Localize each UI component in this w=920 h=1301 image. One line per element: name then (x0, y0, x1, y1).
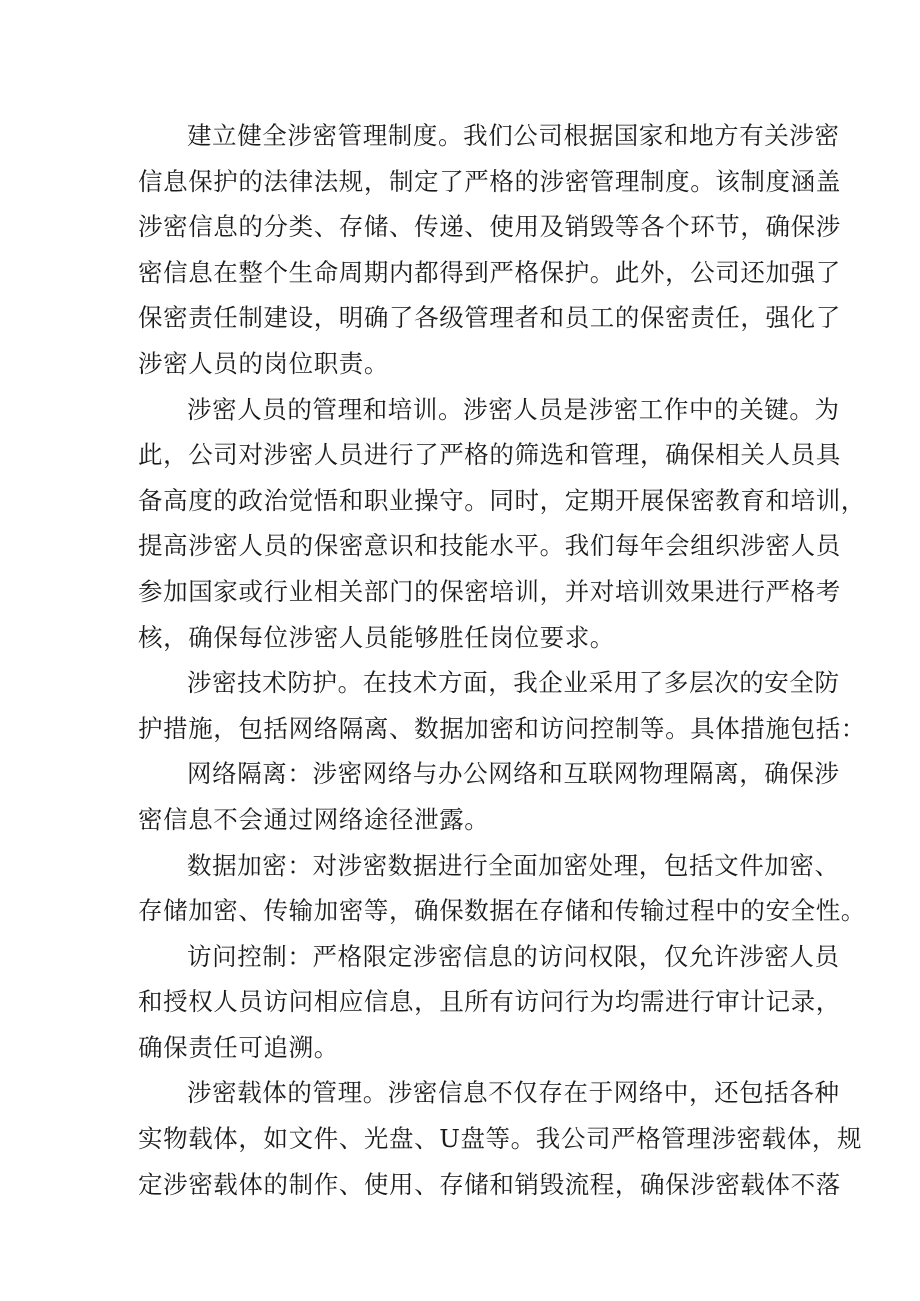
text-line: 备高度的政治觉悟和职业操守。同时，定期开展保密教育和培训， (138, 485, 866, 515)
text-line: 保密责任制建设，明确了各级管理者和员工的保密责任，强化了 (138, 303, 841, 333)
text-line: 实物载体，如文件、光盘、U盘等。我公司严格管理涉密载体，规 (138, 1124, 863, 1154)
document-body (138, 113, 866, 1207)
text-line: 数据加密：对涉密数据进行全面加密处理，包括文件加密、 (187, 850, 840, 880)
text-line: 访问控制：严格限定涉密信息的访问权限，仅允许涉密人员 (187, 941, 840, 971)
text-line: 涉密信息的分类、存储、传递、使用及销毁等各个环节，确保涉 (138, 212, 841, 242)
text-line: 涉密载体的管理。涉密信息不仅存在于网络中，还包括各种 (187, 1078, 840, 1108)
text-line: 涉密人员的管理和培训。涉密人员是涉密工作中的关键。为 (187, 394, 840, 424)
text-line: 此，公司对涉密人员进行了严格的筛选和管理，确保相关人员具 (138, 440, 841, 470)
text-line: 涉密人员的岗位职责。 (138, 348, 389, 378)
text-line: 定涉密载体的制作、使用、存储和销毁流程，确保涉密载体不落 (138, 1169, 841, 1199)
text-line: 建立健全涉密管理制度。我们公司根据国家和地方有关涉密 (187, 121, 840, 150)
text-line: 参加国家或行业相关部门的保密培训，并对培训效果进行严格考 (138, 576, 841, 606)
text-line: 密信息不会通过网络途径泄露。 (138, 804, 490, 834)
text-line: 密信息在整个生命周期内都得到严格保护。此外，公司还加强了 (138, 257, 841, 287)
text-line: 护措施，包括网络隔离、数据加密和访问控制等。具体措施包括： (138, 713, 866, 743)
text-line: 涉密技术防护。在技术方面，我企业采用了多层次的安全防 (187, 668, 840, 698)
text-line: 网络隔离：涉密网络与办公网络和互联网物理隔离，确保涉 (187, 759, 840, 789)
text-line: 核，确保每位涉密人员能够胜任岗位要求。 (138, 622, 615, 652)
text-line: 存储加密、传输加密等，确保数据在存储和传输过程中的安全性。 (138, 896, 866, 926)
text-line: 确保责任可追溯。 (138, 1032, 339, 1062)
text-line: 信息保护的法律法规，制定了严格的涉密管理制度。该制度涵盖 (138, 166, 841, 196)
text-line: 和授权人员访问相应信息，且所有访问行为均需进行审计记录， (138, 987, 841, 1017)
text-line: 提高涉密人员的保密意识和技能水平。我们每年会组织涉密人员 (138, 531, 841, 561)
